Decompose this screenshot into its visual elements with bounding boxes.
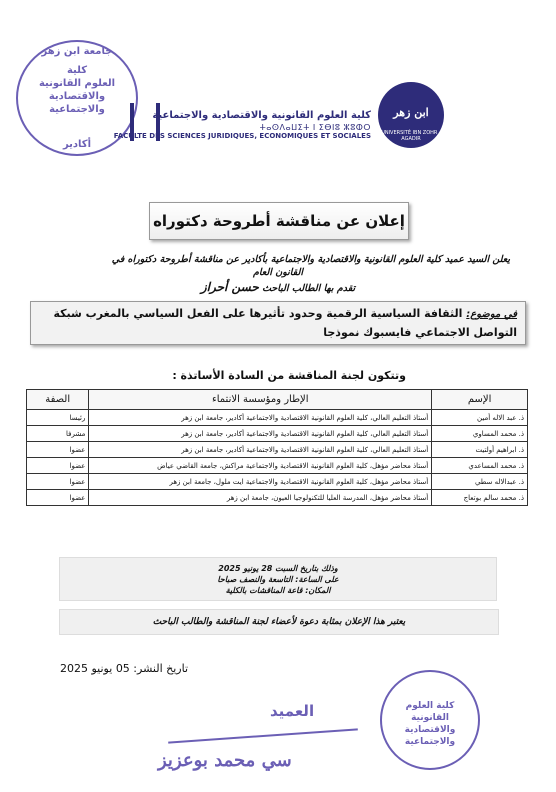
stamp-line: كلية bbox=[66, 65, 88, 76]
member-name: ذ. ابراهيم أولتيت bbox=[432, 442, 528, 458]
stamp-center-text bbox=[36, 64, 118, 116]
member-institution: أستاذ محاضر مؤهل، كلية العلوم القانونية الاقتصادية والاجتماعية ايت ملول، جامعة ابن زهر bbox=[89, 474, 432, 490]
member-role: عضوا bbox=[27, 442, 89, 458]
table-header-row bbox=[27, 390, 528, 410]
table-row bbox=[27, 490, 528, 506]
intro-student bbox=[46, 280, 510, 294]
table-row bbox=[27, 426, 528, 442]
stamp-ring-top: جامعة ابن زهر bbox=[41, 46, 113, 57]
schedule-date: وذلك بتاريخ السبت 28 يونيو 2025 bbox=[218, 564, 338, 573]
table-row bbox=[27, 442, 528, 458]
header-institution: الإطار ومؤسسة الانتماء bbox=[89, 390, 432, 410]
university-logo bbox=[378, 82, 444, 148]
table-row bbox=[27, 458, 528, 474]
committee-table bbox=[26, 389, 528, 506]
university-logo-text: ابن زهر bbox=[393, 106, 429, 119]
header-role: الصفة bbox=[27, 390, 89, 410]
stamp-line: والاقتصادية bbox=[48, 91, 106, 102]
subject-box bbox=[30, 301, 526, 345]
signature-stamp-text bbox=[398, 700, 462, 748]
faculty-name-tifinagh: ⵜⴰⵙⴷⴰⵡⵉⵜ ⵏ ⵉⴱⵏⵓ ⵣⵓⵀⵔ bbox=[259, 123, 371, 132]
member-role: عضوا bbox=[27, 490, 89, 506]
page-title: إعلان عن مناقشة أطروحة دكتوراه bbox=[149, 202, 409, 240]
stamp-line: كلية العلوم bbox=[405, 701, 455, 711]
member-institution: أستاذ التعليم العالي، كلية العلوم القانونية الاقتصادية والاجتماعية أكادير، جامعة ابن زهر bbox=[89, 442, 432, 458]
university-logo-ring: UNIVERSITÉ IBN ZOHR - AGADIR bbox=[381, 130, 441, 142]
signature-stamp bbox=[380, 670, 480, 770]
header-name: الإسم bbox=[432, 390, 528, 410]
member-name: ذ. محمد المساوي bbox=[432, 426, 528, 442]
subject-label: في موضوع: bbox=[466, 309, 517, 320]
member-name: ذ. محمد سالم بوتعاج bbox=[432, 490, 528, 506]
committee-heading: وتتكون لجنة المناقشة من السادة الأساتذة : bbox=[172, 369, 406, 382]
student-prefix: تقدم بها الطالب الباحث bbox=[262, 283, 356, 294]
publication-date: تاريخ النشر: 05 يونيو 2025 bbox=[60, 662, 189, 675]
member-role: عضوا bbox=[27, 474, 89, 490]
signature-stroke bbox=[168, 728, 358, 743]
member-institution: أستاذ التعليم العالي، كلية العلوم القانونية الاقتصادية والاجتماعية أكادير، جامعة ابن زهر bbox=[89, 410, 432, 426]
member-institution: أستاذ محاضر مؤهل، المدرسة العليا للتكنولوجيا العيون، جامعة ابن زهر bbox=[89, 490, 432, 506]
dean-name: سي محمد بوعزيز bbox=[158, 750, 292, 771]
faculty-name-french: FACULTE DES SCIENCES JURIDIQUES, ECONOMIQUES ET SOCIALES bbox=[113, 132, 371, 140]
invitation-note: يعتبر هذا الإعلان بمثابة دعوة لأعضاء لجنة المناقشة والطالب الباحث bbox=[59, 609, 499, 635]
schedule-time: على الساعة: التاسعة والنصف صباحا bbox=[217, 575, 339, 584]
member-name: ذ. محمد المساعدي bbox=[432, 458, 528, 474]
subject-text: الثقافة السياسية الرقمية وحدود تأثيرها على الفعل السياسي بالمغرب شبكة التواصل الاجتماعي فايسبوك نموذجا bbox=[53, 307, 517, 339]
table-row bbox=[27, 410, 528, 426]
schedule-place: المكان: قاعة المناقشات بالكلية bbox=[225, 586, 331, 595]
student-name: حسن أحراز bbox=[200, 280, 259, 294]
member-role: رئيسا bbox=[27, 410, 89, 426]
stamp-line: والاجتماعية bbox=[49, 104, 105, 115]
member-name: ذ. عبدالاله سطي bbox=[432, 474, 528, 490]
dean-title: العميد bbox=[270, 702, 315, 720]
schedule-box bbox=[59, 557, 497, 601]
member-name: ذ. عبد الاله أمين bbox=[432, 410, 528, 426]
table-row bbox=[27, 474, 528, 490]
member-role: مشرفا bbox=[27, 426, 89, 442]
intro-specialty: القانون العام bbox=[253, 267, 303, 278]
stamp-line: والاجتماعية bbox=[404, 737, 456, 747]
member-institution: أستاذ محاضر مؤهل، كلية العلوم القانونية الاقتصادية والاجتماعية مراكش، جامعة القاضي عياض bbox=[89, 458, 432, 474]
stamp-line: القانونية والاقتصادية bbox=[404, 713, 456, 735]
member-role: عضوا bbox=[27, 458, 89, 474]
stamp-ring-bottom: أكادير bbox=[62, 139, 92, 150]
faculty-name-arabic: كلية العلوم القانونية والاقتصادية والاجتماعية bbox=[152, 110, 371, 121]
stamp-line: العلوم القانونية bbox=[38, 78, 116, 89]
intro-line: يعلن السيد عميد كلية العلوم القانونية والاقتصادية والاجتماعية بأكادير عن مناقشة أطروحة دكتوراه في bbox=[111, 254, 510, 265]
member-institution: أستاذ التعليم العالي، كلية العلوم القانونية الاقتصادية والاجتماعية أكادير، جامعة ابن زهر bbox=[89, 426, 432, 442]
